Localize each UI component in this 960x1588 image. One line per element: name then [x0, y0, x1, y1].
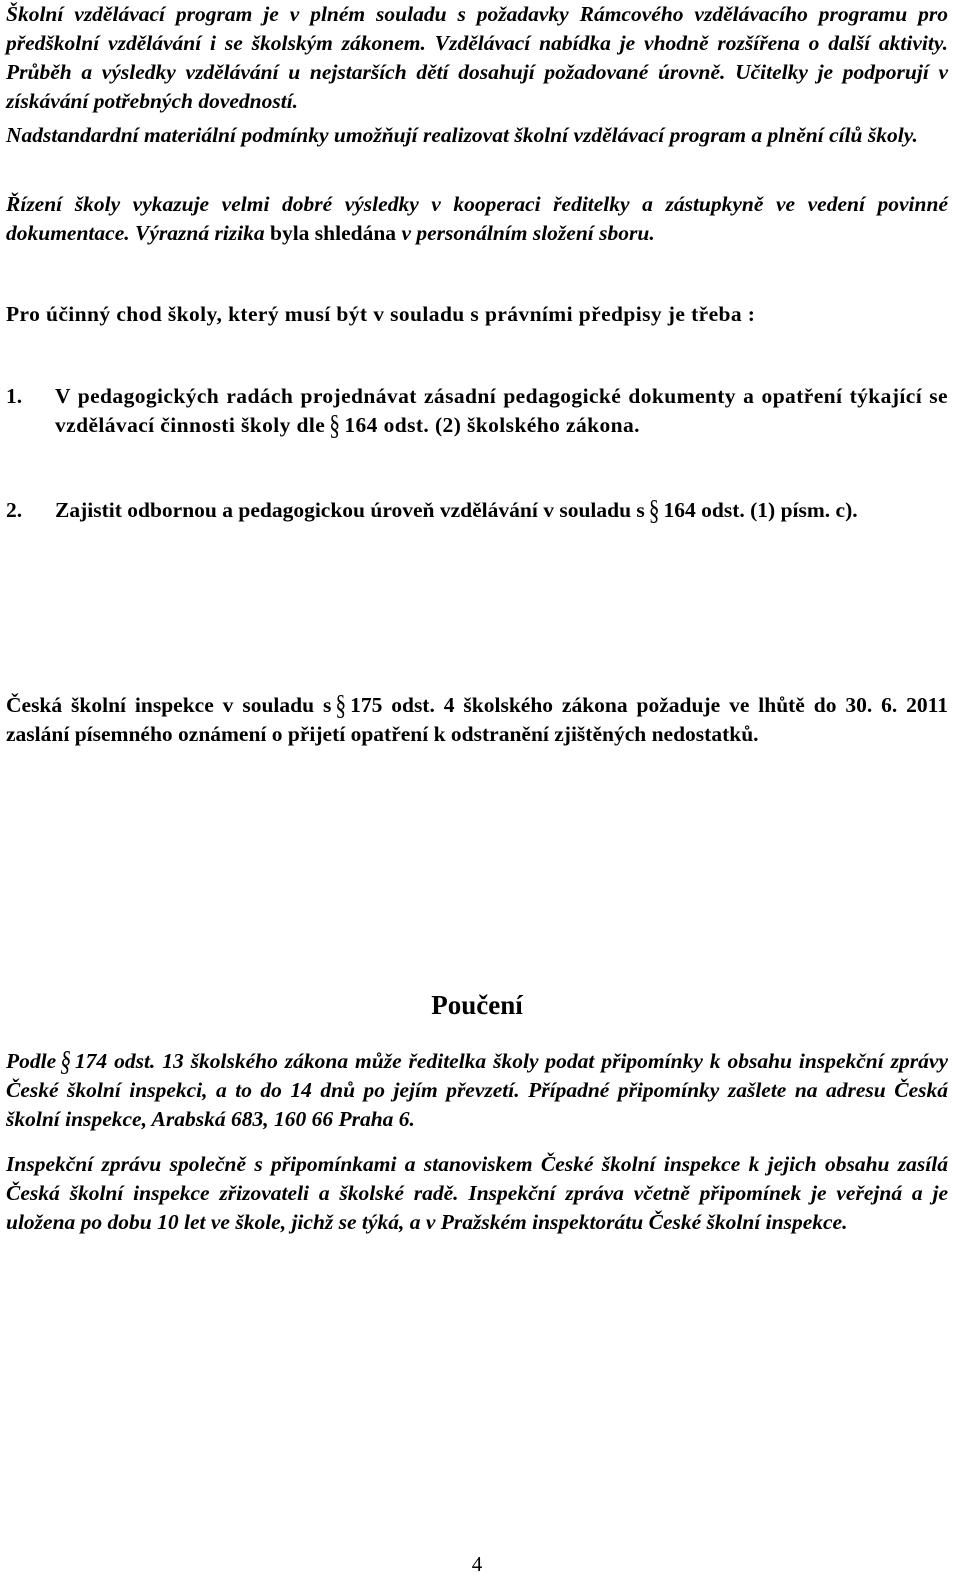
section-sign: § [648, 493, 660, 527]
list-item-text [55, 382, 948, 440]
list-item-text [55, 493, 948, 527]
report-distribution-paragraph: Inspekční zprávu společně s připomínkami a stanoviskem České školní inspekce k jejich obsahu zasílá Česká školní inspekce zřizovateli a školské radě. Inspekční zpráva včetně připomínek je veřejná a je uložena po dobu 10 let ve škole, jichž se týká, a v Pražském inspektorátu České školní inspekce. [6, 1152, 948, 1234]
section-sign: § [329, 408, 341, 442]
inspection-text-after: 175 odst. 4 školského zákona požaduje ve lhůtě do 30. 6. 2011 zaslání písemného oznámení o přijetí opatření k odstranění zjištěných nedostatků. [6, 693, 948, 746]
inspection-requirement-paragraph [6, 688, 948, 749]
material-conditions-paragraph: Nadstandardní materiální podmínky umožňují realizovat školní vzdělávací program a plnění cílů školy. [6, 123, 918, 147]
management-text-main: Řízení školy vykazuje velmi dobré výsledky v kooperaci ředitelky a zástupkyně ve vedení povinné dokumentace. Výrazná rizika [6, 192, 948, 245]
list-item-text-after: 164 odst. (1) písm. c). [663, 498, 858, 522]
list-item-number: 2. [6, 498, 23, 522]
intro-paragraph: Školní vzdělávací program je v plném souladu s požadavky Rámcového vzdělávacího programu pro předškolní vzdělávání i se školským zákonem. Vzdělávací nabídka je vhodně rozšířena o další aktivity. Průběh a výsledky vzdělávání u nejstarších dětí dosahují požadované úrovně. Učitelky je podporují v získávání potřebných dovedností. [6, 2, 948, 113]
list-item-number: 1. [6, 384, 23, 408]
instruction-text-after: 174 odst. 13 školského zákona může ředitelka školy podat připomínky k obsahu inspekční zprávy České školní inspekci, a to do 14 dnů po jejím převzetí. Případné připomínky zašlete na adresu Česká školní inspekce, Arabská 683, 160 66 Praha 6. [6, 1049, 948, 1131]
page-number: 4 [471, 1552, 483, 1576]
management-text-end: v personálním složení sboru. [401, 221, 655, 245]
list-item-text-before: Zajistit odbornou a pedagogickou úroveň vzdělávání v souladu s [55, 498, 645, 522]
instruction-heading: Poučení [431, 990, 523, 1020]
list-item [6, 493, 948, 527]
management-paragraph [6, 190, 948, 248]
list-item-text-after: 164 odst. (2) školského zákona. [344, 413, 640, 437]
inspection-text-before: Česká školní inspekce v souladu s [6, 693, 332, 717]
list-item [6, 382, 948, 440]
instruction-text-before: Podle [6, 1049, 57, 1073]
management-text-mid: byla shledána [264, 221, 402, 245]
section-sign: § [335, 688, 347, 722]
requirements-heading: Pro účinný chod školy, který musí být v souladu s právními předpisy je třeba : [6, 302, 756, 326]
instruction-paragraph [6, 1044, 948, 1134]
list-item-text-before: V pedagogických radách projednávat zásadní pedagogické dokumenty a opatření týkající se vzdělávací činnosti školy dle [55, 384, 948, 437]
section-sign: § [60, 1044, 71, 1078]
